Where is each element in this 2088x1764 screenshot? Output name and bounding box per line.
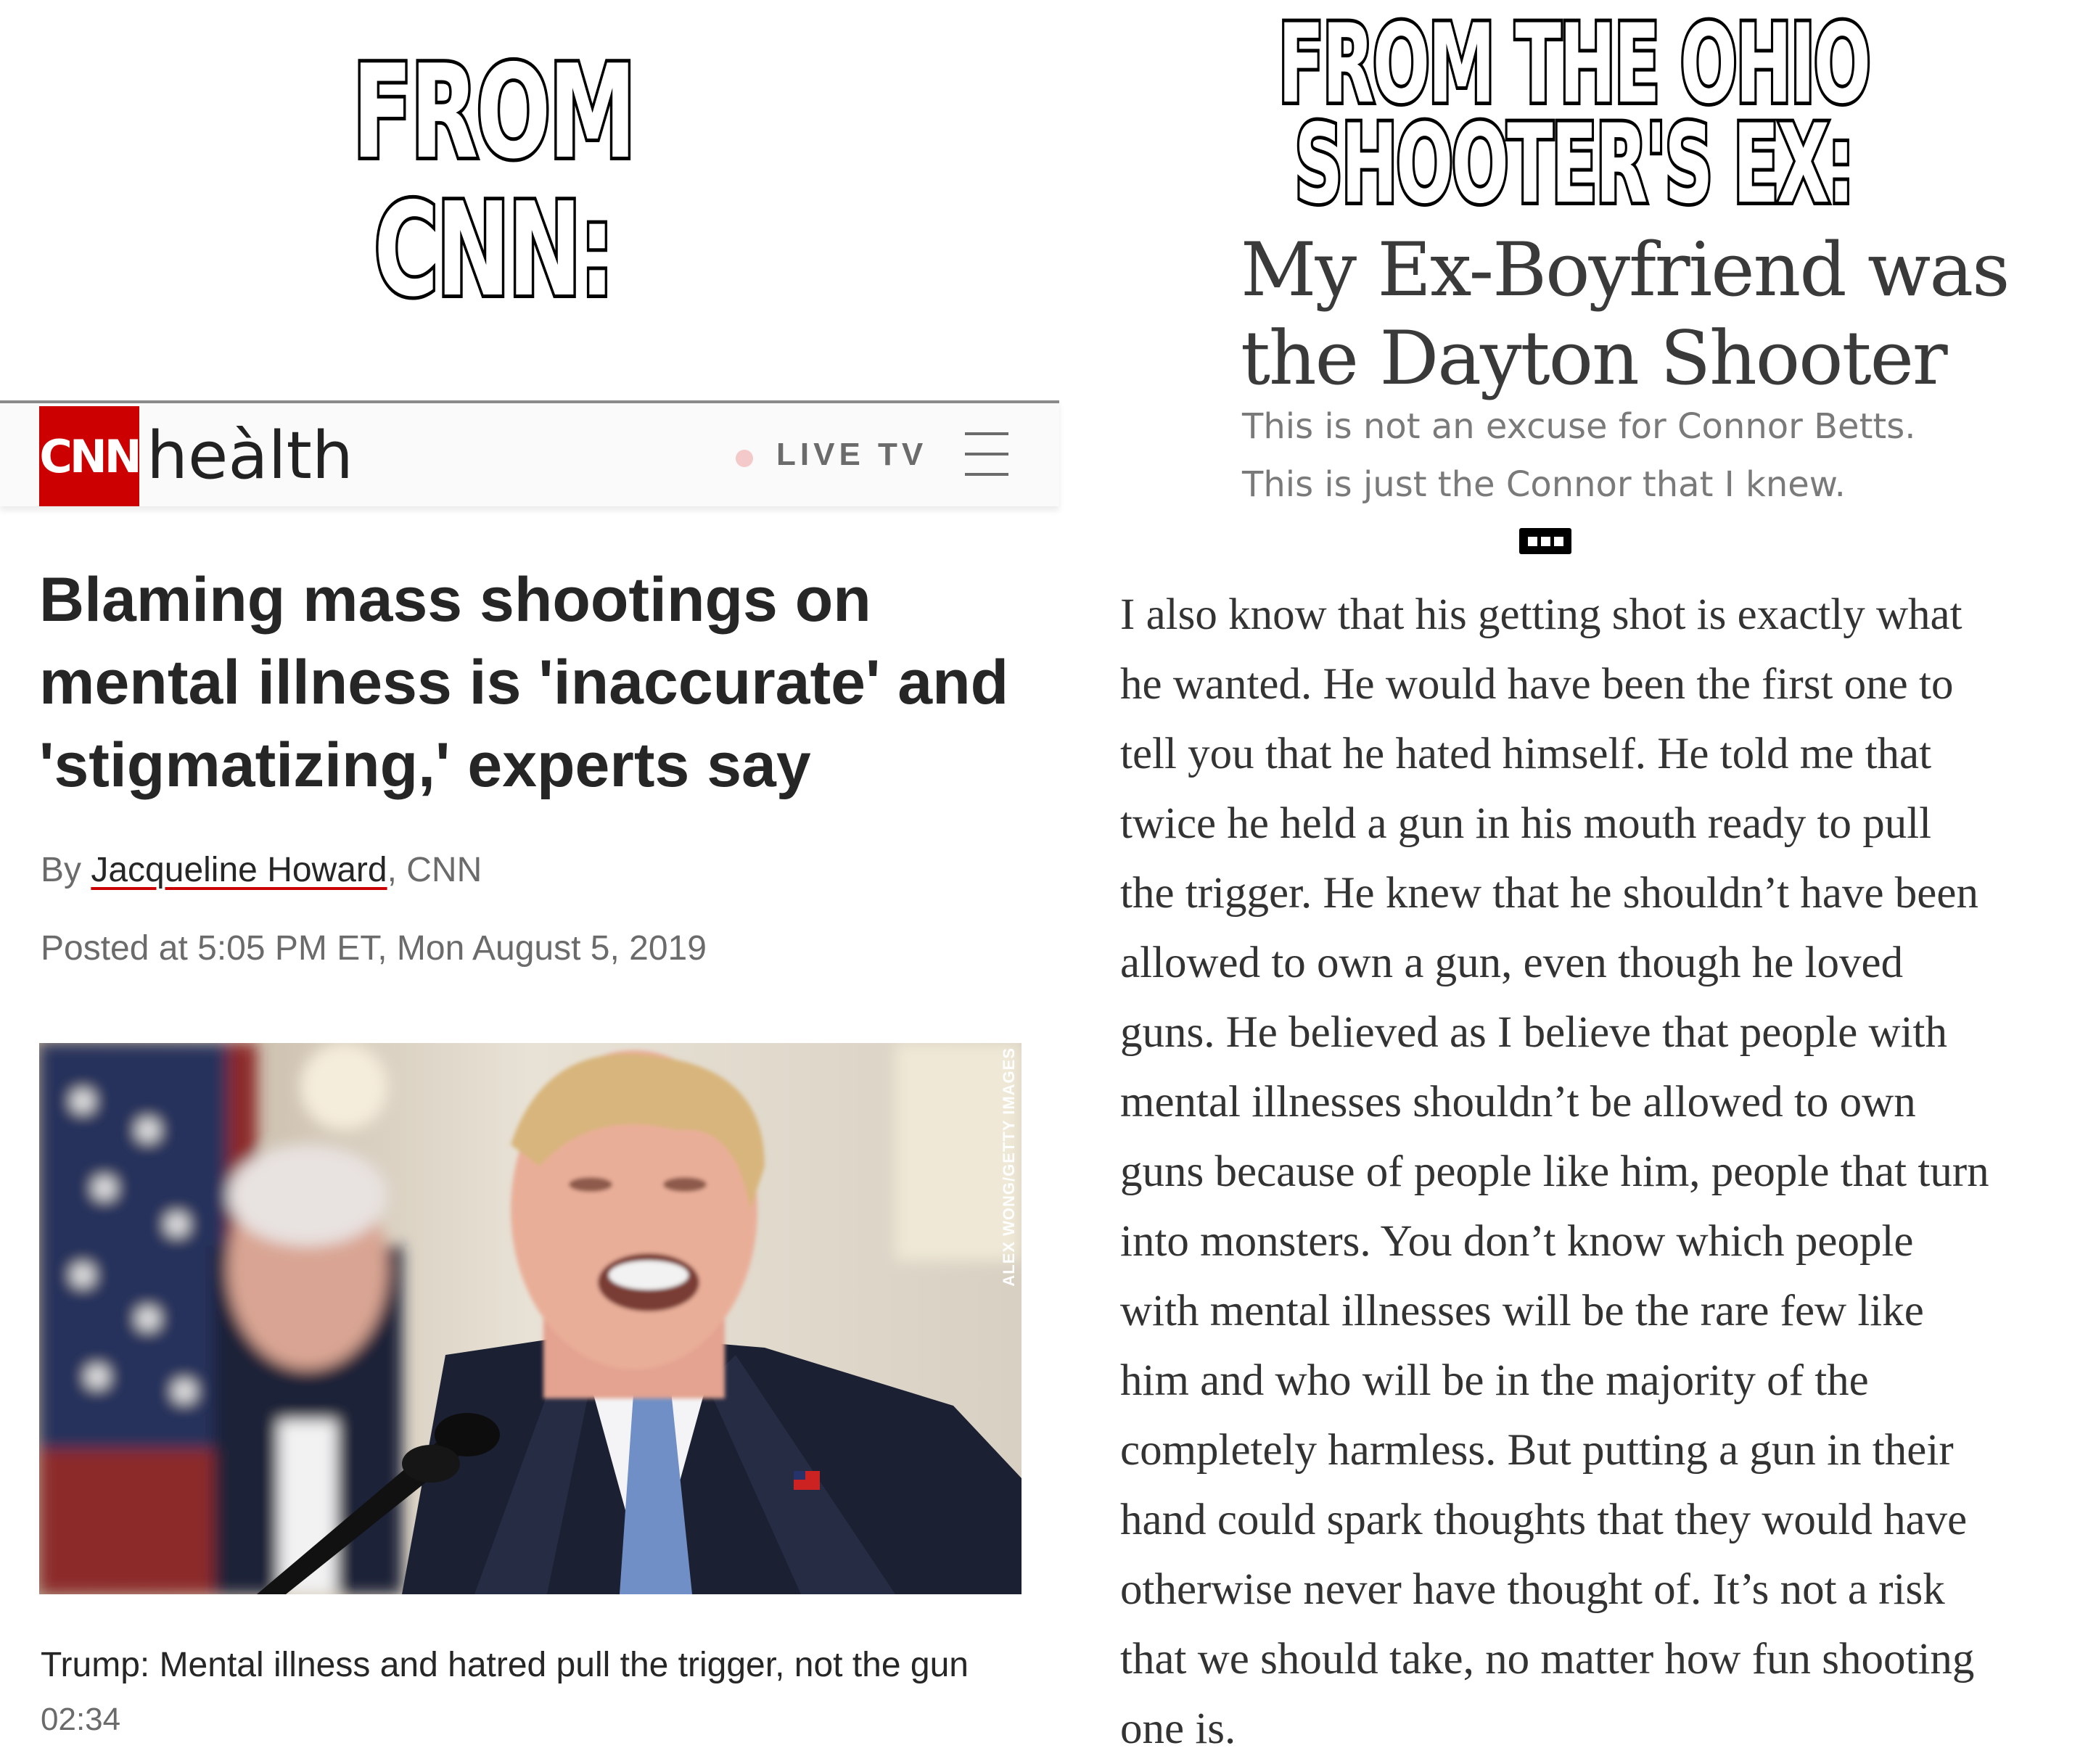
body-line: otherwise never have thought of. It’s not a risk: [1120, 1565, 1945, 1614]
article-title: [1241, 226, 2075, 403]
body-line: him and who will be in the majority of the: [1120, 1356, 1869, 1405]
live-tv-link[interactable]: LIVE TV: [776, 437, 928, 472]
photo-credit: ALEX WONG/GETTY IMAGES: [1000, 1047, 1018, 1287]
body-line: I also know that his getting shot is exactly what: [1120, 590, 1962, 639]
author-link[interactable]: Jacqueline Howard: [91, 851, 387, 889]
meme-caption-right: [1254, 1, 1892, 228]
body-line: mental illnesses shouldn’t be allowed to own: [1120, 1078, 1916, 1126]
cnn-logo-text: CNN: [39, 429, 139, 483]
article-subtitle-line1: This is not an excuse for Connor Betts.: [1242, 406, 1916, 447]
posted-date: Posted at 5:05 PM ET, Mon August 5, 2019: [41, 929, 707, 968]
article-subtitle-line2: This is just the Connor that I knew.: [1242, 464, 1846, 505]
body-line: guns. He believed as I believe that people with: [1120, 1008, 1947, 1057]
body-line: twice he held a gun in his mouth ready to pull: [1120, 799, 1932, 848]
cnn-header: [0, 400, 1059, 506]
article-title-line2: the Dayton Shooter: [1241, 316, 1947, 402]
article-body: [1120, 580, 2071, 1764]
body-line: one is.: [1120, 1705, 1236, 1753]
press-photo: [39, 1043, 1022, 1594]
byline: [41, 850, 482, 890]
body-line: hand could spark thoughts that they would have: [1120, 1496, 1968, 1544]
article-panel: [1059, 0, 2088, 1753]
body-line: completely harmless. But putting a gun in their: [1120, 1426, 1954, 1475]
body-line: the trigger. He knew that he shouldn’t have been: [1120, 869, 1978, 918]
meme-caption-right-line2: SHOOTER'S EX:: [1294, 102, 1853, 228]
body-line: into monsters. You don’t know which people: [1120, 1217, 1914, 1266]
meme-caption-left: FROM CNN:: [352, 37, 635, 325]
byline-suffix: , CNN: [387, 851, 482, 889]
video-duration: 02:34: [41, 1702, 121, 1737]
section-separator-icon: [1519, 528, 1571, 554]
body-line: guns because of people like him, people that turn: [1120, 1147, 1989, 1196]
live-dot-icon: [736, 450, 753, 467]
body-line: that we should take, no matter how fun shooting: [1120, 1635, 1975, 1683]
section-name[interactable]: heàlth: [147, 418, 353, 494]
video-caption[interactable]: Trump: Mental illness and hatred pull the trigger, not the gun: [41, 1646, 969, 1684]
body-line: with mental illnesses will be the rare few like: [1120, 1287, 1924, 1335]
byline-prefix: By: [41, 851, 91, 889]
meme-caption-right-line1: FROM THE OHIO: [1278, 1, 1870, 128]
body-line: tell you that he hated himself. He told me that: [1120, 730, 1932, 778]
cnn-panel: [0, 0, 1059, 1737]
cnn-logo[interactable]: [39, 406, 139, 506]
hamburger-menu-icon[interactable]: [965, 432, 1008, 476]
body-line: allowed to own a gun, even though he loved: [1120, 939, 1904, 987]
video-thumbnail[interactable]: [39, 1043, 1022, 1594]
article-headline: Blaming mass shootings on mental illness is 'inaccurate' and 'stigmatizing,' experts say: [39, 565, 1009, 800]
body-line: he wanted. He would have been the first one to: [1120, 660, 1954, 709]
article-title-line1: My Ex-Boyfriend was: [1241, 227, 2009, 313]
article-subtitle: [1242, 397, 2076, 514]
